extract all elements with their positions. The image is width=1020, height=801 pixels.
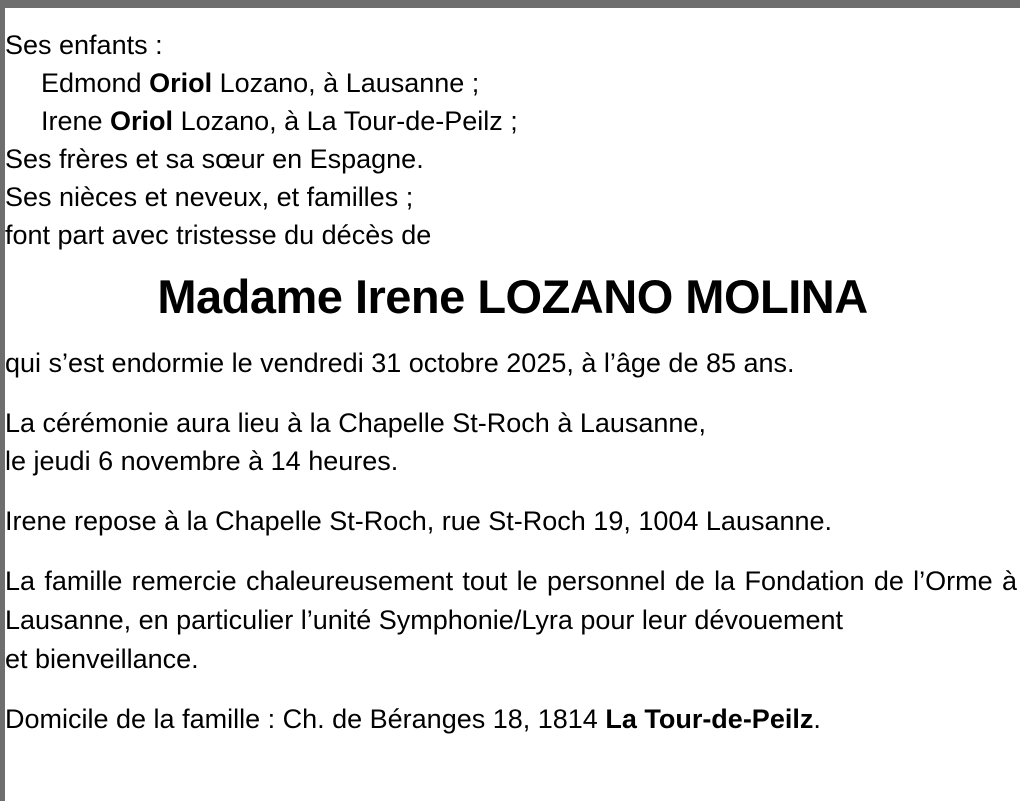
ceremony-line-2: le jeudi 6 novembre à 14 heures. [5,446,399,476]
spacer [5,678,1020,700]
child-details: Lozano, à La Tour-de-Peilz ; [173,106,518,136]
spacer [5,480,1020,502]
thanks-paragraph-last-line: et bienveillance. [5,644,199,674]
child-surname: Oriol [149,68,213,98]
notice-content [5,8,1020,738]
domicile-suffix: . [813,704,821,734]
siblings-line: Ses frères et sa sœur en Espagne. [5,144,424,174]
spacer [5,382,1020,404]
family-domicile-line [5,700,1020,738]
nieces-nephews-line: Ses nièces et neveux, et familles ; [5,182,414,212]
spacer [5,540,1020,562]
survivors-intro: Ses enfants : [5,30,163,60]
child-details: Lozano, à Lausanne ; [212,68,480,98]
announcement-line: font part avec tristesse du décès de [5,220,432,250]
child-first-name: Irene [41,106,111,136]
child-surname: Oriol [110,106,174,136]
passing-line: qui s’est endormie le vendredi 31 octobre 2025, à l’âge de 85 ans. [5,348,795,378]
deceased-name: Madame Irene LOZANO MOLINA [157,270,868,323]
child-first-name: Edmond [41,68,150,98]
domicile-prefix: Domicile de la famille : Ch. de Béranges 18, 1814 [5,704,606,734]
child-entry [5,64,1020,102]
spacer [5,332,1020,344]
top-border-rule [0,0,1020,8]
domicile-city: La Tour-de-Peilz [605,704,814,734]
repose-line: Irene repose à la Chapelle St-Roch, rue St-Roch 19, 1004 Lausanne. [5,506,833,536]
thanks-paragraph: La famille remercie chaleureusement tout le personnel de la Fondation de l’Orme à Lausanne, en particulier l’unité Symphonie/Lyra pour leur dévouement [5,566,1017,635]
child-entry [5,102,1020,140]
ceremony-line-1: La cérémonie aura lieu à la Chapelle St-Roch à Lausanne, [5,408,706,438]
